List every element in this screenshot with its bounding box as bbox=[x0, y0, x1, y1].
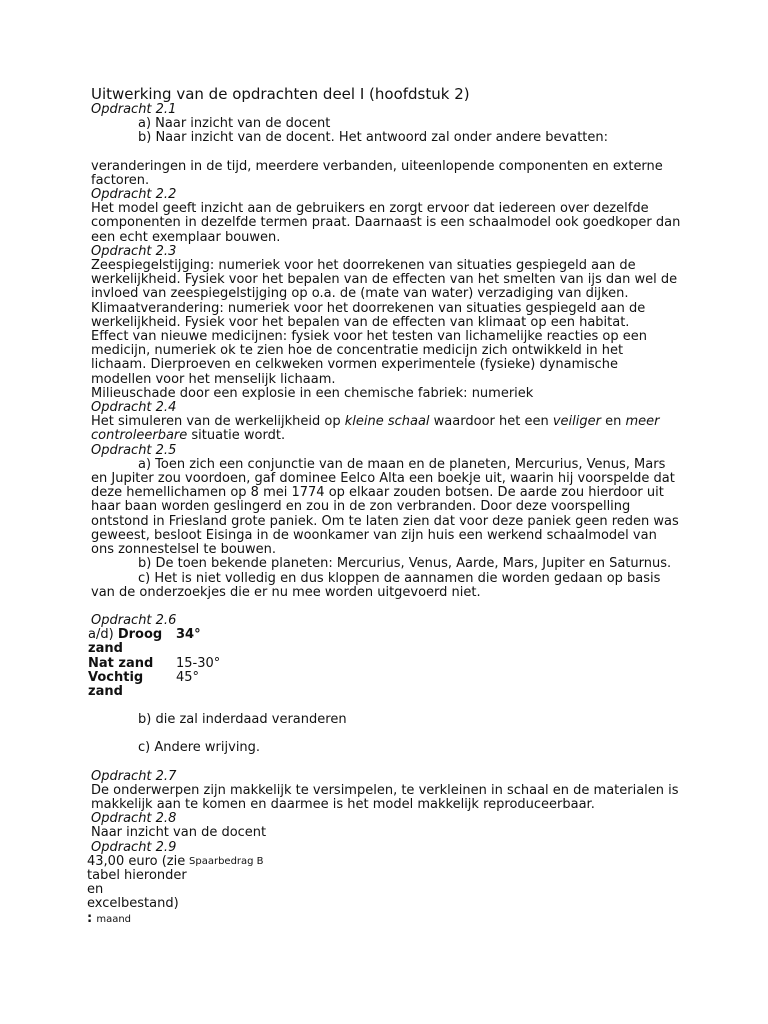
o21-body: veranderingen in de tijd, meerdere verbanden, uiteenlopende componenten en externe factoren. bbox=[91, 158, 663, 188]
o26-answer-b: b) die zal inderdaad veranderen bbox=[138, 712, 347, 728]
o23-medicijnen: Effect van nieuwe medicijnen: fysiek voor het testen van lichamelijke reacties op een medicijn, numeriek ok te zien hoe de concentratie medicijn zich ontwikkeld in het lichaam. Dierproeven en celkweken vormen experimentele (fysieke) dynamische modellen voor het menselijk lichaam. bbox=[91, 329, 647, 387]
o29-left-cell: 43,00 euro (zie tabel hieronder en excelbestand) bbox=[87, 853, 187, 912]
o28-body: Naar inzicht van de docent bbox=[91, 825, 267, 841]
label-opdracht-2-1: Opdracht 2.1 bbox=[91, 102, 177, 117]
document-title: Uitwerking van de opdrachten deel I (hoofdstuk 2) bbox=[91, 85, 470, 103]
document-content bbox=[87, 85, 681, 927]
savings-table bbox=[87, 855, 264, 927]
o23-klimaat: Klimaatverandering: numeriek voor het doorrekenen van situaties gespiegeld aan de werkelijkheid. Fysiek voor het bepalen van de effecten van klimaat op een habitat. bbox=[91, 300, 646, 330]
label-opdracht-2-4: Opdracht 2.4 bbox=[91, 400, 177, 416]
o27-body: De onderwerpen zijn makkelijk te versimpelen, te verkleinen in schaal en de materialen is makkelijk aan te komen en daarmee is het model makkelijk reproduceerbaar. bbox=[91, 782, 679, 812]
o23-zeespiegel: Zeespiegelstijging: numeriek voor het doorrekenen van situaties gespiegeld aan de werkelijkheid. Fysiek voor het bepalen van de effecten van het smelten van ijs dan wel de invloed van zeespiegelstijging op o.a. de (mate van water) verzadiging van dijken. bbox=[91, 258, 678, 302]
o21-answer-b: b) Naar inzicht van de docent. Het antwoord zal onder andere bevatten: bbox=[138, 130, 609, 146]
o21-answer-a: a) Naar inzicht van de docent bbox=[138, 116, 331, 132]
label-opdracht-2-3: Opdracht 2.3 bbox=[91, 243, 177, 259]
o24-body: Het simuleren van de werkelijkheid op kleine schaal waardoor het een veiliger en meer controleerbare situatie wordt. bbox=[91, 414, 660, 444]
label-opdracht-2-5: Opdracht 2.5 bbox=[91, 442, 177, 458]
label-opdracht-2-6: Opdracht 2.6 bbox=[91, 612, 177, 628]
table-row: Vochtig zand 45° bbox=[88, 669, 200, 699]
label-opdracht-2-8: Opdracht 2.8 bbox=[91, 811, 177, 827]
label-opdracht-2-2: Opdracht 2.2 bbox=[91, 187, 177, 203]
table-row: a/d) Droog zand 34° bbox=[88, 627, 201, 657]
o25-answer-a: a) Toen zich een conjunctie van de maan en de planeten, Mercurius, Venus, Mars en Jupiter zou voordoen, gaf dominee Eelco Alta een boekje uit, waarin hij voorspelde dat deze hemellichamen op 8 mei 1774 op elkaar zouden botsen. De aarde zou hierdoor uit haar baan worden geslingerd en zou in de zon verbranden. Door deze voorspelling ontstond in Friesland grote paniek. Om te laten zien dat voor deze paniek geen reden was geweest, besloot Eisinga in de woonkamer van zijn huis een werkend schaalmodel van ons zonnestelsel te bouwen. bbox=[91, 456, 679, 558]
table-row bbox=[87, 855, 264, 912]
label-opdracht-2-7: Opdracht 2.7 bbox=[91, 768, 177, 784]
table-row: : maand bbox=[87, 910, 132, 926]
table-row: Nat zand 15-30° bbox=[88, 655, 221, 671]
o25-answer-c: c) Het is niet volledig en dus kloppen de aannamen die worden gedaan op basis van de onderzoekjes die er nu mee worden uitgevoerd niet. bbox=[91, 570, 661, 600]
o29-header-cell: Spaarbedrag B bbox=[189, 855, 264, 867]
o29-sub-cell: maand bbox=[96, 913, 132, 925]
o26-answer-c: c) Andere wrijving. bbox=[138, 740, 261, 756]
o22-body: Het model geeft inzicht aan de gebruikers en zorgt ervoor dat iedereen over dezelfde componenten in dezelfde termen praat. Daarnaast is een schaalmodel ook goedkoper dan een echt exemplaar bouwen. bbox=[91, 201, 681, 245]
o25-answer-b: b) De toen bekende planeten: Mercurius, Venus, Aarde, Mars, Jupiter en Saturnus. bbox=[138, 556, 672, 572]
angle-table bbox=[88, 628, 256, 699]
o23-milieuschade: Milieuschade door een explosie in een chemische fabriek: numeriek bbox=[91, 385, 534, 401]
label-opdracht-2-9: Opdracht 2.9 bbox=[91, 839, 177, 855]
